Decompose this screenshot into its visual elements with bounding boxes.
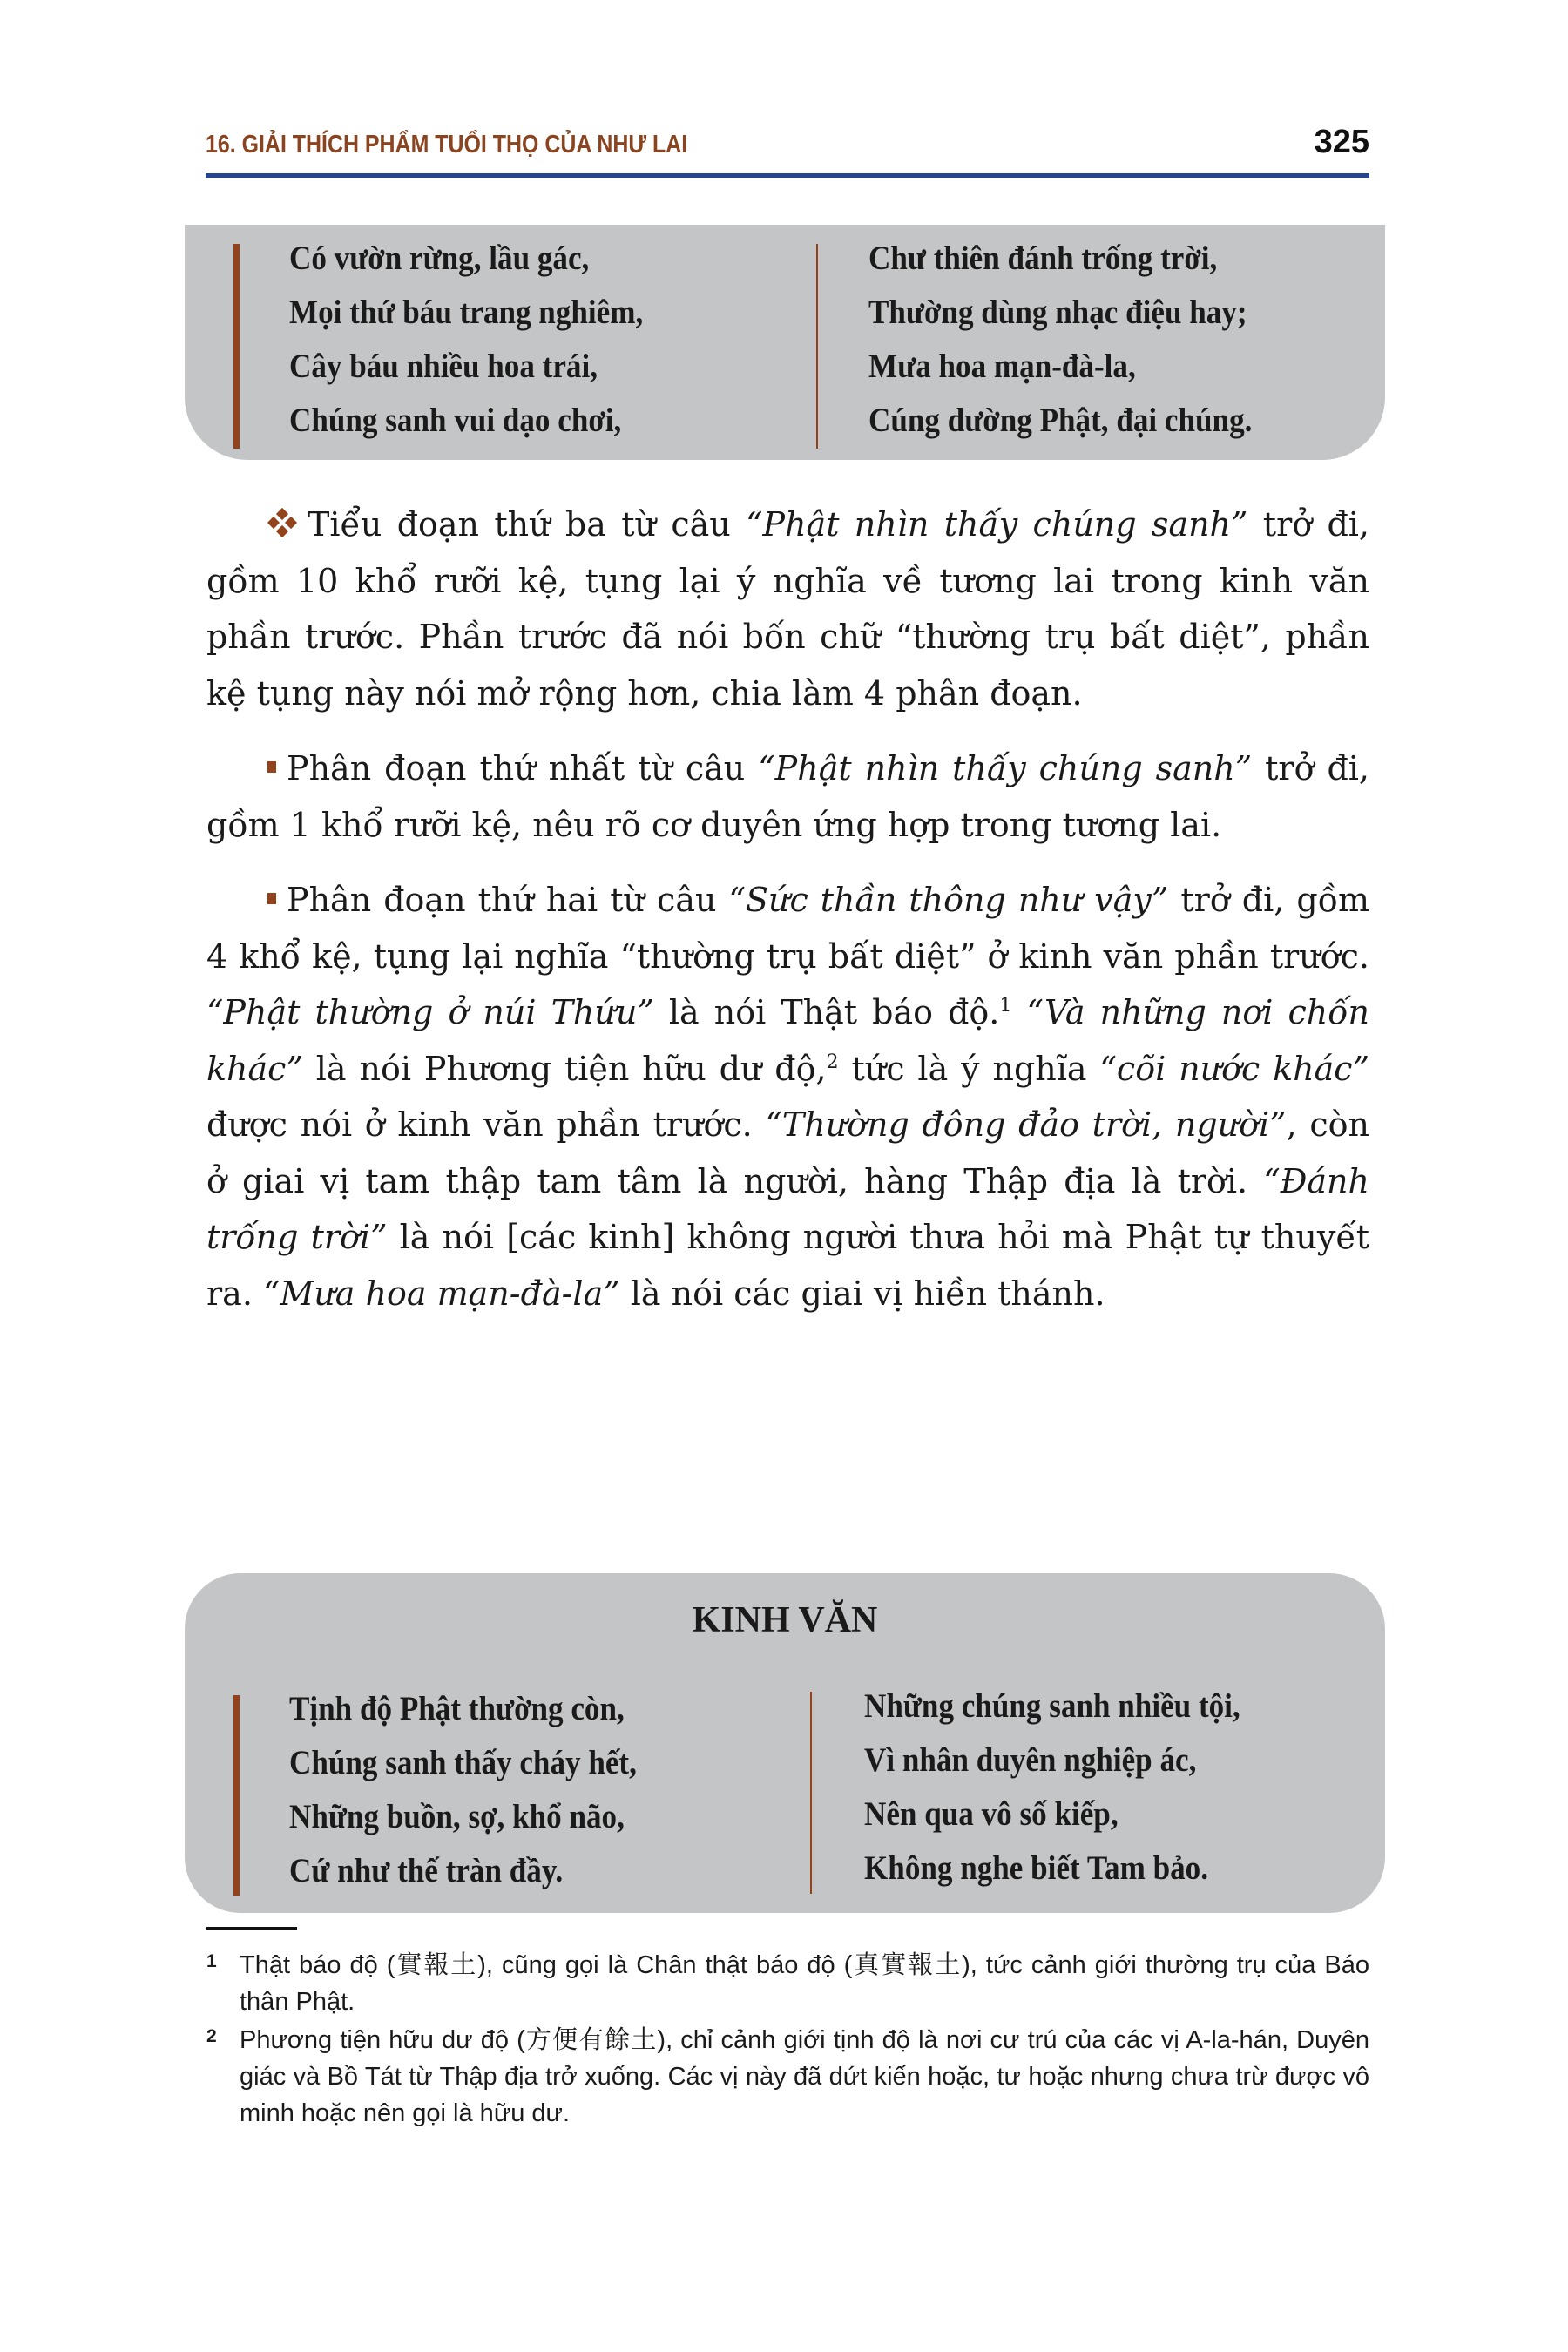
diamond-bullet-icon [267,508,297,537]
verse-line: Cây báu nhiều hoa trái, [289,348,598,385]
square-bullet-icon [267,893,276,904]
text: , còn ở giai vị tam thập tam tâm là người, hàng Thập địa là trời. [206,1105,1370,1200]
verse-line: Những buồn, sợ, khổ não, [289,1798,625,1835]
verse-box [185,225,1385,460]
quote: “Sức thần thông như vậy” [728,881,1169,919]
verse-column-left [289,1682,637,1898]
text: là nói Phương tiện hữu dư độ, [302,1049,827,1088]
text: tức là ý nghĩa [838,1049,1100,1088]
verse-line: Chúng sanh thấy cháy hết, [289,1744,637,1781]
verse-line: Không nghe biết Tam bảo. [864,1849,1209,1887]
verse-line: Có vườn rừng, lầu gác, [289,240,590,277]
verse-line: Chúng sanh vui dạo chơi, [289,402,622,439]
verse-line: Nên qua vô số kiếp, [864,1795,1119,1833]
verse-column-right [864,1680,1240,1896]
text: trở đi, gồm 4 khổ kệ, tụng lại nghĩa “thường trụ bất diệt” ở kinh văn phần trước. [206,881,1369,976]
footnote-ref[interactable]: 2 [826,1051,839,1073]
text: Phân đoạn thứ nhất từ câu [287,749,759,787]
page-number: 325 [1314,124,1369,160]
verse-column-left [289,232,643,448]
body-text [206,497,1369,1321]
text: Phân đoạn thứ hai từ câu [287,881,729,919]
quote: “Phật nhìn thấy chúng sanh” [758,749,1253,787]
footnotes [206,1947,1369,2133]
quote: “Và những nơi chốn khác” [206,993,1369,1088]
footnote-rule [206,1927,297,1930]
header-rule [206,173,1369,178]
square-bullet-icon [267,761,276,773]
text: trở đi, gồm 10 khổ rưỡi kệ, tụng lại ý nghĩa về tương lai trong kinh văn phần trước. Phần trước đã nói bốn chữ “thường trụ bất diệt”, phần kệ tụng này nói mở rộng hơn, chia làm 4 phân đoạn. [206,505,1370,713]
paragraph [206,497,1369,721]
verse-line: Cứ như thế tràn đầy. [289,1852,564,1889]
chapter-title: 16. GIẢI THÍCH PHẨM TUỔI THỌ CỦA NHƯ LAI [206,131,688,159]
verse-line: Tịnh độ Phật thường còn, [289,1690,625,1727]
verse-line: Vì nhân duyên nghiệp ác, [864,1741,1197,1779]
footnote-number: 1 [206,1951,217,1971]
footnote-text: Thật báo độ (實報土), cũng gọi là Chân thật báo độ (真實報土), tức cảnh giới thường trụ của Báo thân Phật. [240,1951,1369,2016]
quote: “Phật nhìn thấy chúng sanh” [746,505,1248,544]
text [1011,993,1026,1031]
paragraph [206,872,1369,1321]
text: là nói các giai vị hiền thánh. [619,1274,1105,1313]
column-divider [810,1692,812,1894]
paragraph [206,740,1369,853]
verse-line: Cúng dường Phật, đại chúng. [868,402,1253,439]
verse-line: Mưa hoa mạn-đà-la, [868,348,1136,385]
scripture-box [185,1573,1385,1913]
quote: “Phật thường ở núi Thứu” [206,993,654,1031]
footnote [206,2022,1369,2132]
text: được nói ở kinh văn phần trước. [206,1105,766,1144]
quote: “Mưa hoa mạn-đà-la” [262,1274,620,1313]
footnote-number: 2 [206,2026,217,2046]
quote: “Thường đông đảo trời, người” [765,1105,1287,1144]
verse-line: Những chúng sanh nhiều tội, [864,1687,1240,1725]
text: Tiểu đoạn thứ ba từ câu [308,505,747,544]
verse-line: Mọi thứ báu trang nghiêm, [289,294,644,331]
verse-line: Thường dùng nhạc điệu hay; [868,294,1247,331]
box-heading: KINH VĂN [692,1600,878,1640]
text: trở đi, gồm 1 khổ rưỡi kệ, nêu rõ cơ duyên ứng hợp trong tương lai. [206,749,1370,844]
footnote [206,1947,1369,2020]
footnote-ref[interactable]: 1 [999,995,1012,1017]
left-accent-bar [233,244,240,449]
text: là nói Thật báo độ. [653,993,1000,1031]
verse-column-right [868,232,1252,448]
footnote-text: Phương tiện hữu dư độ (方便有餘土), chỉ cảnh giới tịnh độ là nơi cư trú của các vị A-la-hán, Duyên giác và Bồ Tát từ Thập địa trở xuống. Các vị này đã dứt kiến hoặc, tư hoặc nhưng chưa trừ được vô minh hoặc nên gọi là hữu dư. [240,2026,1369,2127]
quote: “Đánh trống trời” [206,1161,1369,1256]
verse-line: Chư thiên đánh trống trời, [868,240,1218,277]
column-divider [816,244,818,449]
quote: “cõi nước khác” [1099,1049,1370,1088]
left-accent-bar [233,1695,240,1896]
text: là nói [các kinh] không người thưa hỏi mà Phật tự thuyết ra. [206,1218,1369,1313]
